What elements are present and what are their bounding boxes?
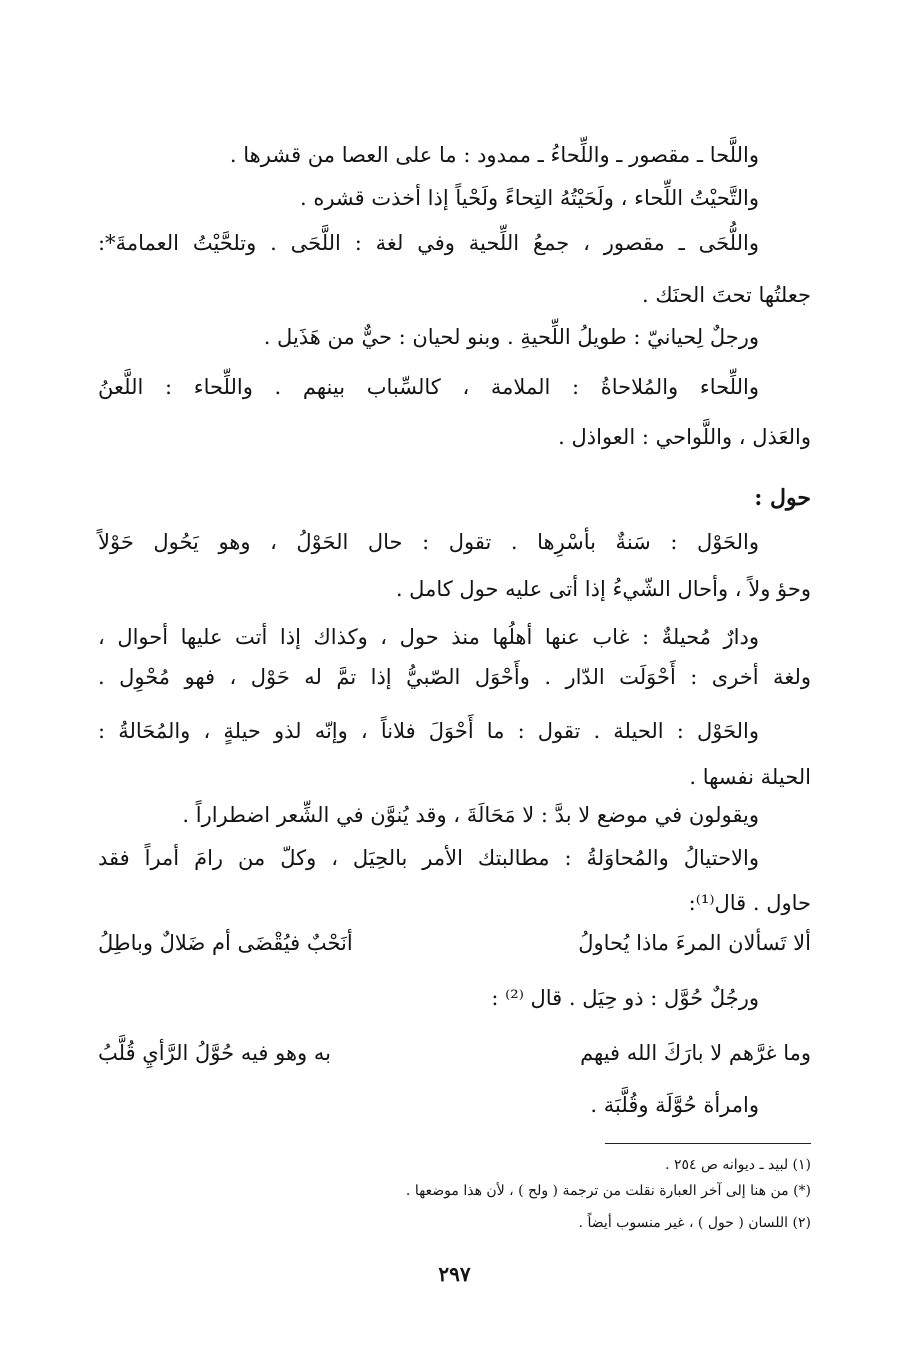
text-line: والاحتيالُ والمُحاوَلةُ : مطالبتك الأمر بالحِيَل ، وكلّ من رامَ أمراً فقد xyxy=(98,846,759,870)
verse-hemistich-second: به وهو فيه حُوَّلُ الرَّأيِ قُلَّبُ xyxy=(98,1041,331,1065)
text-line: والحَوْل : الحيلة . تقول : ما أَحْوَلَ فلاناً ، وإنّه لذو حيلةٍ ، والمُحَالةُ : xyxy=(98,719,759,743)
verse-hemistich-first: وما غرَّهم لا بارَكَ الله فيهم xyxy=(580,1041,811,1065)
text-line: واللِّحاء والمُلاحاةُ : الملامة ، كالسِّباب بينهم . واللِّحاء : اللَّعنُ xyxy=(98,375,759,399)
text-line: الحيلة نفسها . xyxy=(689,765,811,789)
footnote: (١) لبيد ـ ديوانه ص ٢٥٤ . xyxy=(665,1157,811,1173)
text-line: واللُّحَى ـ مقصور ، جمعُ اللِّحية وفي لغة : اللَّحَى . وتلحَّيْتُ العمامةَ*: xyxy=(98,231,759,255)
text-line: والعَذل ، واللَّواحي : العواذل . xyxy=(558,425,811,449)
text-line: وحؤ ولاً ، وأحال الشّيءُ إذا أتى عليه حول كامل . xyxy=(395,577,811,601)
text-line: ولغة أخرى : أَحْوَلَت الدّار . وأَحْوَل الصّبيُّ إذا تمَّ له حَوْل ، فهو مُحْوِل . xyxy=(98,665,811,689)
text-line: حاول . قال⁽¹⁾: xyxy=(688,891,811,915)
footnote-divider xyxy=(605,1143,811,1144)
verse-hemistich-first: ألا تَسألان المرءَ ماذا يُحاولُ xyxy=(578,931,811,955)
verse-hemistich-second: أنَحْبٌ فيُقْضَى أم ضَلالٌ وباطِلُ xyxy=(98,931,353,955)
text-line: جعلتُها تحتَ الحنَك . xyxy=(641,283,811,307)
text-line: ويقولون في موضع لا بدَّ : لا مَحَالَةَ ، وقد يُنوَّن في الشِّعر اضطراراً . xyxy=(182,803,759,827)
page-number: ٢٩٧ xyxy=(438,1262,471,1286)
verse-line xyxy=(98,928,811,958)
text-line: ورجُلٌ حُوَّل : ذو حِيَل . قال ⁽²⁾ : xyxy=(491,986,759,1010)
text-line: والحَوْل : سَنةٌ بأسْرِها . تقول : حال الحَوْلُ ، وهو يَحُول حَوْلاً xyxy=(98,530,759,554)
text-line: ودارٌ مُحيلةٌ : غاب عنها أهلُها منذ حول ، وكذاك إذا أتت عليها أحوال ، xyxy=(98,625,759,649)
footnote: (*) من هنا إلى آخر العبارة نقلت من ترجمة ( ولح ) ، لأن هذا موضعها . xyxy=(405,1183,811,1199)
text-line: واللَّحا ـ مقصور ـ واللِّحاءُ ـ ممدود : ما على العصا من قشرها . xyxy=(229,143,759,167)
entry-heading: حول : xyxy=(754,485,811,511)
footnote: (٢) اللسان ( حول ) ، غير منسوب أيضاً . xyxy=(578,1215,811,1231)
text-line: والتَّحيْتُ اللِّحاء ، ولَحَيْتُهُ التِحاءً ولَحْياً إذا أخذت قشره . xyxy=(299,186,759,210)
verse-line xyxy=(98,1038,811,1068)
text-line: ورجلٌ لِحيانيّ : طويلُ اللِّحيةِ . وبنو لحيان : حيٌّ من هَذَيل . xyxy=(263,325,759,349)
text-line: وامرأة حُوَّلَة وقُلَّبَة . xyxy=(590,1093,759,1117)
